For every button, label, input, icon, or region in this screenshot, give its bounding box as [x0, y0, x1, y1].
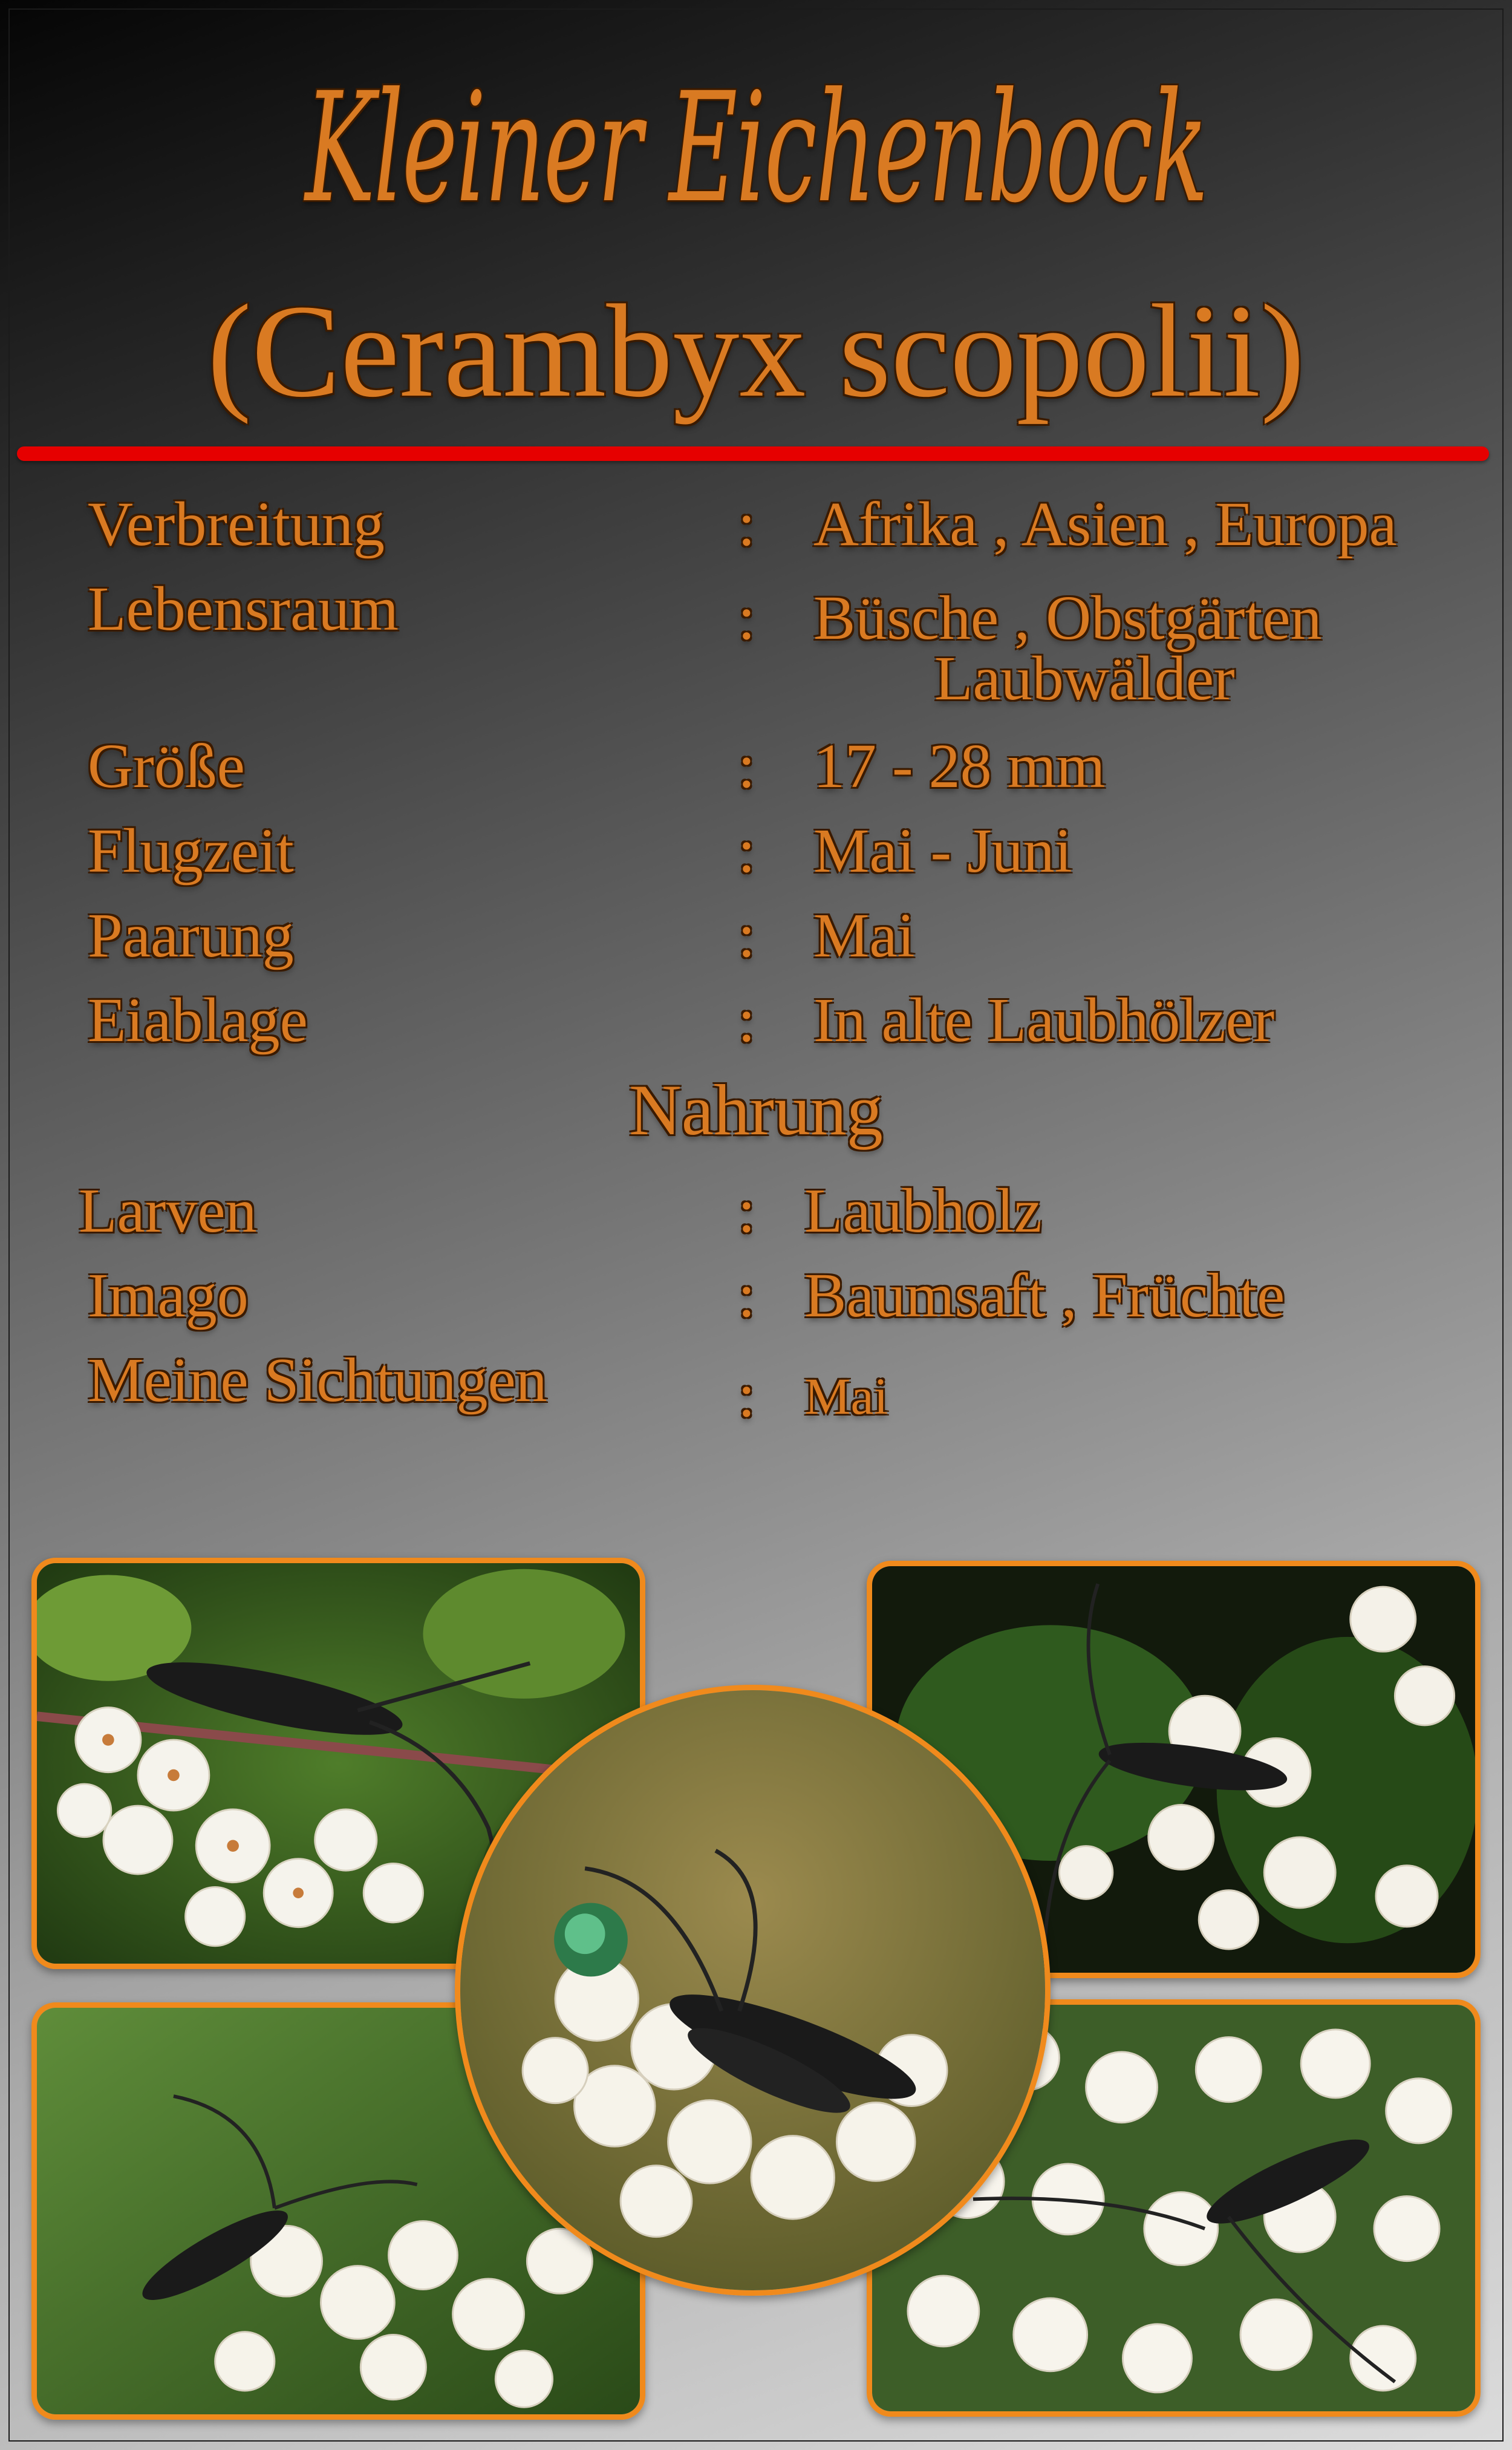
fact-separator: :	[738, 489, 755, 559]
fact-value: Mai - Juni	[813, 816, 1072, 886]
fact-label: Paarung	[88, 901, 294, 970]
fact-row-flugzeit	[0, 816, 1512, 898]
food-separator: :	[738, 1361, 755, 1430]
fact-row-lebensraum	[0, 574, 1512, 717]
food-row-imago	[0, 1261, 1512, 1343]
food-label: Larven	[79, 1176, 257, 1246]
page-title: Kleiner Eichenbock	[305, 60, 1207, 236]
fact-value: 17 - 28 mm	[813, 731, 1106, 801]
fact-value-line2: Laubwälder	[934, 644, 1235, 713]
food-row-larven	[0, 1176, 1512, 1258]
fact-separator: :	[738, 901, 755, 970]
fact-row-groesse	[0, 731, 1512, 814]
food-separator: :	[738, 1261, 755, 1330]
fact-value: In alte Laubhölzer	[813, 985, 1275, 1055]
food-value: Laubholz	[804, 1176, 1042, 1246]
beetle-photo-center-circle	[455, 1685, 1051, 2296]
section-heading-nahrung: Nahrung	[629, 1070, 883, 1150]
red-divider	[17, 446, 1489, 461]
fact-value: Büsche , Obstgärten	[813, 583, 1322, 653]
fact-row-paarung	[0, 901, 1512, 983]
fact-value: Afrika , Asien , Europa	[813, 489, 1397, 559]
food-row-sichtungen	[0, 1345, 1512, 1430]
fact-separator: :	[738, 985, 755, 1055]
fact-label: Lebensraum	[88, 574, 399, 644]
fact-separator: :	[738, 816, 755, 886]
fact-value: Mai	[813, 901, 915, 970]
fact-row-verbreitung	[0, 489, 1512, 572]
scientific-name: (Cerambyx scopolii)	[207, 277, 1305, 425]
fact-label: Verbreitung	[88, 489, 385, 559]
fact-separator: :	[738, 731, 755, 801]
fact-label: Flugzeit	[88, 816, 294, 886]
beetle-photo-image	[460, 1690, 1045, 2290]
food-label: Imago	[88, 1261, 249, 1330]
food-value: Mai	[804, 1367, 888, 1425]
food-separator: :	[738, 1176, 755, 1246]
fact-separator: :	[738, 583, 755, 653]
fact-row-eiablage	[0, 985, 1512, 1068]
fact-label: Größe	[88, 731, 245, 801]
food-value: Baumsaft , Früchte	[804, 1261, 1285, 1330]
fact-label: Eiablage	[88, 985, 308, 1055]
food-label: Meine Sichtungen	[88, 1345, 547, 1415]
